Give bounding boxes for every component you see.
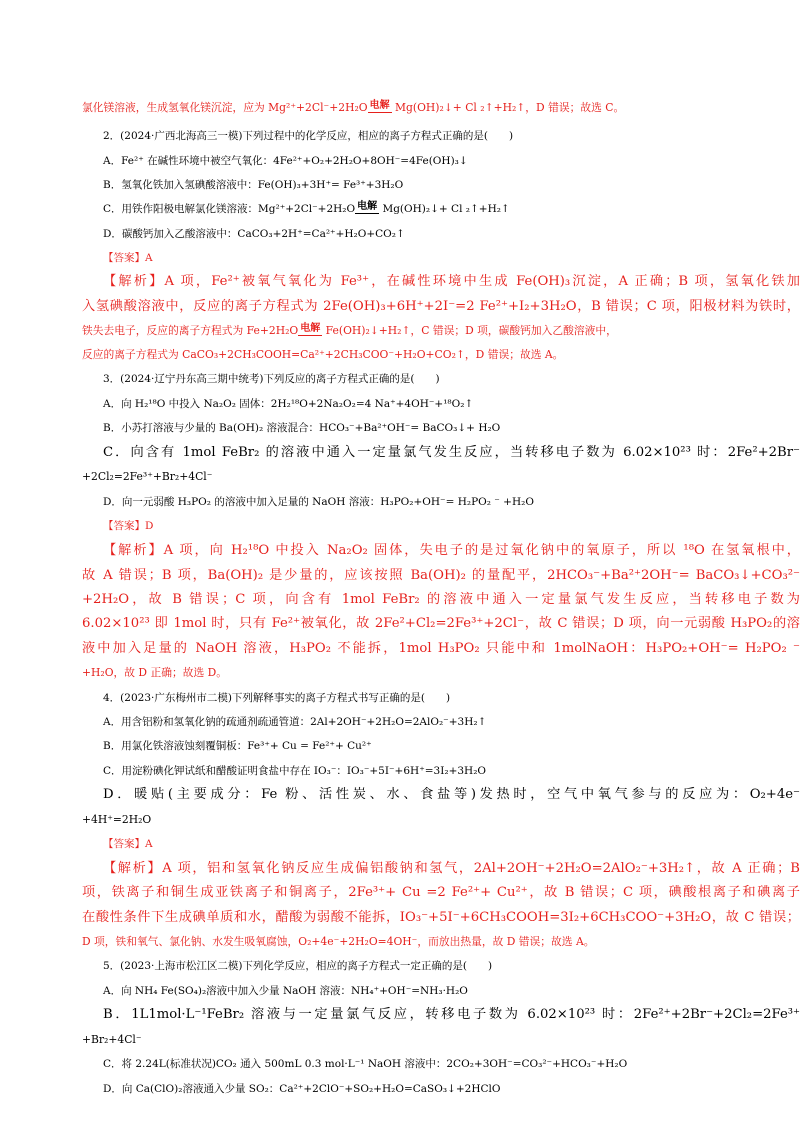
q4-option-c: C．用淀粉碘化钾试纸和醋酸证明食盐中存在 IO₃⁻：IO₃⁻+5I⁻+6H⁺=3I₂+3H₂O (103, 765, 487, 777)
q3-option-b: B．小苏打溶液与少量的 Ba(OH)₂ 溶液混合：HCO₃⁻+Ba²⁺OH⁻= BaCO₃↓+ H₂O (103, 422, 501, 434)
q2-explanation-4: 反应的离子方程式为 CaCO₃+2CH₃COOH=Ca²⁺+2CH₃COO⁻+H₂O+CO₂↑，D 错误；故选 A。 (82, 348, 564, 361)
q4-explanation-1: 【解析】A 项，铝和氢氧化钠反应生成偏铝酸钠和氢气，2Al+2OH⁻+2H₂O=2AlO₂⁻+3H₂↑，故 A 正确；B (103, 861, 800, 876)
q4-explanation-3: 在酸性条件下生成碘单质和水，醋酸为弱酸不能拆，IO₃⁻+5I⁻+6CH₃COOH=3I₂+6CH₃COO⁻+3H₂O，故 C 错误； (82, 910, 800, 925)
q3-explanation-5: 液中加入足量的 NaOH 溶液，H₃PO₂ 不能拆，1mol H₃PO₂ 只能中和 1molNaOH：H₃PO₂+OH⁻= H₂PO₂ ⁻ (82, 641, 800, 656)
q3-explanation-1: 【解析】A 项，向 H₂¹⁸O 中投入 Na₂O₂ 固体，失电子的是过氧化钠中的氧原子，所以 ¹⁸O 在氢氧根中， (103, 543, 800, 558)
q5-option-d: D．向 Ca(ClO)₂溶液通入少量 SO₂：Ca²⁺+2ClO⁻+SO₂+H₂O=CaSO₃↓+2HClO (103, 1083, 501, 1095)
q4-option-b: B．用氯化铁溶液蚀刻覆铜板：Fe³⁺+ Cu = Fe²⁺+ Cu²⁺ (103, 740, 372, 752)
q3-explanation-4: 6.02×10²³ 即 1mol 时，只有 Fe²⁺被氧化，故 2Fe²+Cl₂=2Fe³⁺+2Cl⁻，故 C 错误；D 项，向一元弱酸 H₃PO₂的溶 (82, 616, 800, 631)
q2-option-b: B．氢氧化铁加入氢碘酸溶液中：Fe(OH)₃+3H⁺= Fe³⁺+3H₂O (103, 179, 404, 191)
q2-option-d: D．碳酸钙加入乙酸溶液中：CaCO₃+2H⁺=Ca²⁺+H₂O+CO₂↑ (103, 228, 405, 240)
q3-explanation-6: +H₂O，故 D 正确；故选 D。 (82, 666, 227, 679)
q2-option-a: A．Fe²⁺ 在碱性环境中被空气氧化：4Fe²⁺+O₂+2H₂O+8OH⁻=4Fe(OH)₃↓ (103, 155, 468, 167)
electrolysis-arrow-icon: 电解 (357, 201, 378, 212)
q5-option-c: C．将 2.24L(标准状况)CO₂ 通入 500mL 0.3 mol·L⁻¹ NaOH 溶液中：2CO₂+3OH⁻=CO₃²⁻+HCO₃⁻+H₂O (103, 1058, 628, 1070)
q5-option-a: A．向 NH₄ Fe(SO₄)₂溶液中加入少量 NaOH 溶液：NH₄⁺+OH⁻=NH₃·H₂O (103, 985, 468, 997)
q3-option-a: A．向 H₂¹⁸O 中投入 Na₂O₂ 固体：2H₂¹⁸O+2Na₂O₂=4 Na⁺+4OH⁻+¹⁸O₂↑ (103, 398, 474, 410)
q4-explanation-2: 项，铁离子和铜生成亚铁离子和铜离子，2Fe³⁺+ Cu =2 Fe²⁺+ Cu²⁺，故 B 错误；C 项，碘酸根离子和碘离子 (82, 885, 800, 900)
q3-explanation-2: 故 A 错误；B 项，Ba(OH)₂ 是少量的，应该按照 Ba(OH)₂ 的量配平，2HCO₃⁻+Ba²⁺2OH⁻= BaCO₃↓+CO₃²⁻ (82, 568, 800, 583)
q3-option-c-line1: C．向含有 1mol FeBr₂ 的溶液中通入一定量氯气发生反应，当转移电子数为 6.02×10²³ 时：2Fe²+2Br⁻ (103, 445, 800, 460)
q4-option-d-line1: D．暖贴(主要成分：Fe 粉、活性炭、水、食盐等)发热时，空气中氧气参与的反应为：O₂+4e⁻ (103, 787, 800, 802)
electrolysis-arrow-icon: 电解 (300, 323, 321, 334)
q3-stem: 3．(2024·辽宁丹东高三期中统考)下列反应的离子方程式正确的是( ) (103, 373, 440, 385)
q3-explanation-3: +2H₂O，故 B 错误；C 项，向含有 1mol FeBr₂ 的溶液中通入一定量氯气发生反应，当转移电子数为 (82, 592, 800, 607)
q5-option-b-line1: B．1L1mol·L⁻¹FeBr₂ 溶液与一定量氯气反应，转移电子数为 6.02×10²³ 时：2Fe²⁺+2Br⁻+2Cl₂=2Fe³⁺ (103, 1007, 800, 1022)
q3-answer: 【答案】D (103, 520, 154, 532)
q2-explanation-2: 入氢碘酸溶液中，反应的离子方程式为 2Fe(OH)₃+6H⁺+2I⁻=2 Fe²⁺+I₂+3H₂O，B 错误；C 项，阳极材料为铁时， (82, 299, 800, 314)
q2-explanation-3: 铁失去电子，反应的离子方程式为 Fe+2H₂O 电解 Fe(OH)₂↓+H₂↑，C 错误；D 项，碳酸钙加入乙酸溶液中， (82, 323, 617, 337)
q2-answer: 【答案】A (103, 252, 153, 264)
q4-option-d-line2: +4H⁺=2H₂O (82, 813, 152, 826)
electrolysis-arrow-icon: 电解 (369, 100, 390, 111)
q3-option-c-line2: +2Cl₂=2Fe³⁺+Br₂+4Cl⁻ (82, 470, 213, 483)
q4-explanation-4: D 项，铁和氧气、氯化钠、水发生吸氧腐蚀，O₂+4e⁻+2H₂O=4OH⁻，而放出热量，故 D 错误；故选 A。 (82, 935, 595, 948)
q2-stem: 2．(2024·广西北海高三一模)下列过程中的化学反应，相应的离子方程式正确的是( ) (103, 130, 514, 142)
q4-stem: 4．(2023·广东梅州市二模)下列解释事实的离子方程式书写正确的是( ) (103, 692, 451, 704)
q5-option-b-line2: +Br₂+4Cl⁻ (82, 1033, 142, 1046)
prev-explanation-tail: 氯化镁溶液，生成氢氧化镁沉淀，应为 Mg²⁺+2Cl⁻+2H₂O 电解 Mg(OH)₂↓+ Cl ₂↑+H₂↑，D 错误；故选 C。 (82, 100, 625, 114)
q4-answer: 【答案】A (103, 838, 153, 850)
q4-option-a: A．用含铝粉和氢氧化钠的疏通剂疏通管道：2Al+2OH⁻+2H₂O=2AlO₂⁻+3H₂↑ (103, 716, 487, 728)
q2-explanation-1: 【解析】A 项，Fe²⁺被氧气氧化为 Fe³⁺，在碱性环境中生成 Fe(OH)₃沉淀，A 正确；B 项，氢氧化铁加 (103, 274, 800, 289)
q3-option-d: D．向一元弱酸 H₃PO₂ 的溶液中加入足量的 NaOH 溶液：H₃PO₂+OH⁻= H₂PO₂ ⁻ +H₂O (103, 496, 534, 508)
q2-option-c: C．用铁作阳极电解氯化镁溶液：Mg²⁺+2Cl⁻+2H₂O 电解 Mg(OH)₂↓+ Cl ₂↑+H₂↑ (103, 201, 510, 215)
q5-stem: 5．(2023·上海市松江区二模)下列化学反应，相应的离子方程式一定正确的是( ) (103, 960, 493, 972)
